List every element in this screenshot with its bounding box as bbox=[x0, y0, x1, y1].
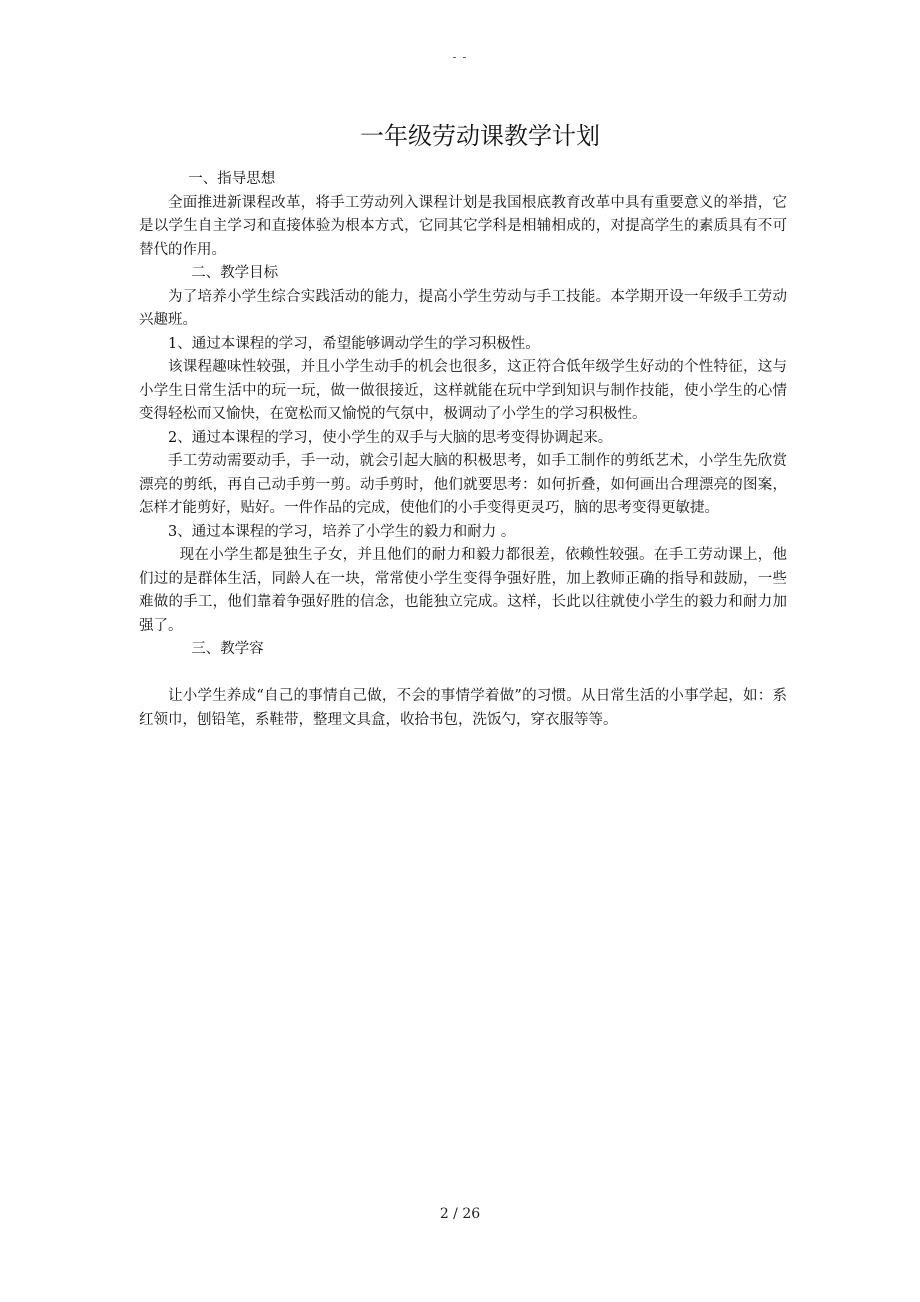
document-title: 一年级劳动课教学计划 bbox=[360, 122, 600, 150]
document-body bbox=[139, 118, 787, 732]
section-heading-guiding-thought: 一、指导思想 bbox=[188, 171, 276, 187]
page-number: 2 / 26 bbox=[439, 1206, 481, 1222]
header-mark: - - bbox=[452, 50, 468, 64]
goal-item-3: 3、通过本课程的学习，培养了小学生的毅力和耐力 。 bbox=[168, 523, 516, 540]
paragraph: 让小学生养成“自己的事情自己做，不会的事情学着做”的习惯。从日常生活的小事学起，如：系红领巾，刨铅笔，系鞋带，整理文具盒，收拾书包，洗饭勺，穿衣服等等。 bbox=[139, 688, 787, 728]
paragraph: 全面推进新课程改革，将手工劳动列入课程计划是我国根底教育改革中具有重要意义的举措，它是以学生自主学习和直接体验为根本方式，它同其它学科是相辅相成的，对提高学生的素质具有不可替代的作用。 bbox=[139, 194, 787, 258]
section-heading-teaching-goals: 二、教学目标 bbox=[191, 265, 279, 281]
paragraph: 手工劳动需要动手，手一动，就会引起大脑的积极思考，如手工制作的剪纸艺术，小学生先欣赏漂亮的剪纸，再自己动手剪一剪。动手剪时，他们就要思考：如何折叠，如何画出合理漂亮的图案，怎样才能剪好，贴好。一件作品的完成，使他们的小手变得更灵巧，脑的思考变得更敏捷。 bbox=[139, 453, 787, 516]
paragraph: 为了培养小学生综合实践活动的能力，提高小学生劳动与手工技能。本学期开设一年级手工劳动兴趣班。 bbox=[139, 288, 787, 328]
paragraph: 该课程趣味性较强，并且小学生动手的机会也很多，这正符合低年级学生好动的个性特征，这与小学生日常生活中的玩一玩，做一做很接近，这样就能在玩中学到知识与制作技能，使小学生的心情变得轻松而又愉快，在宽松而又愉悦的气氛中，极调动了小学生的学习积极性。 bbox=[139, 359, 787, 422]
goal-item-2: 2、通过本课程的学习，使小学生的双手与大脑的思考变得协调起来。 bbox=[168, 429, 613, 446]
paragraph: 现在小学生都是独生子女，并且他们的耐力和毅力都很差，依赖性较强。在手工劳动课上，他们过的是群体生活，同龄人在一块，常常使小学生变得争强好胜，加上教师正确的指导和鼓励，一些难做的手工，他们靠着争强好胜的信念，也能独立完成。这样，长此以往就使小学生的毅力和耐力加强了。 bbox=[139, 547, 787, 634]
section-heading-teaching-content: 三、教学容 bbox=[191, 641, 264, 657]
goal-item-1: 1、通过本课程的学习，希望能够调动学生的学习积极性。 bbox=[168, 335, 540, 352]
blank-line bbox=[139, 662, 787, 686]
